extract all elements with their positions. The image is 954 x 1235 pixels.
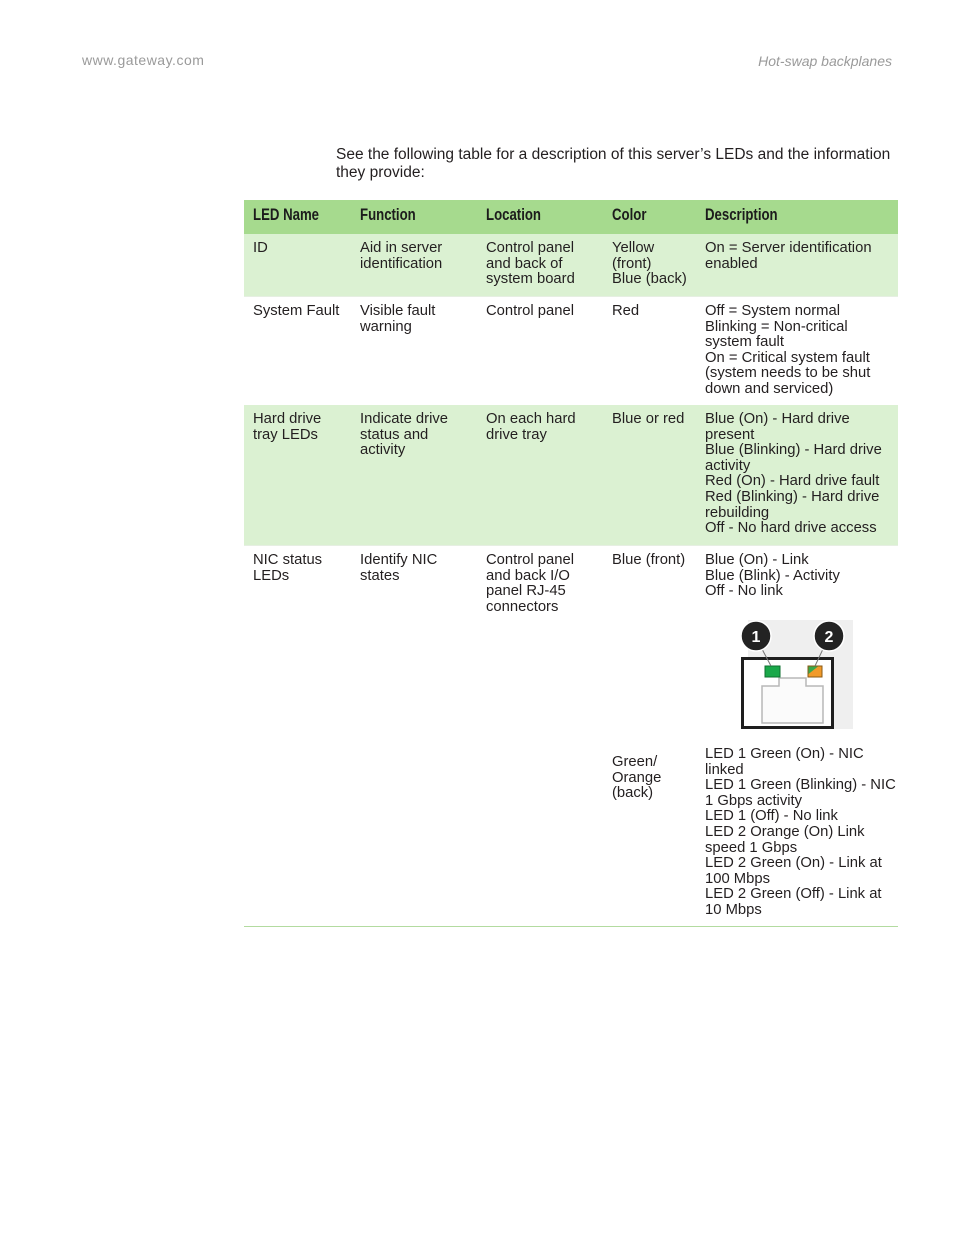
cell-location: Control panel and back I/O panel RJ-45 connectors	[486, 552, 575, 615]
cell-function: Indicate drive status and activity	[360, 411, 449, 459]
running-header-section-title: Hot-swap backplanes	[758, 53, 892, 69]
cell-color: Red	[612, 303, 640, 319]
table-row-system-fault	[244, 297, 898, 405]
cell-description: Blue (On) - Hard drive present Blue (Blinking) - Hard drive activity Red (On) - Hard drive fault Red (Blinking) - Hard drive rebuilding Off - No hard drive access	[705, 411, 882, 537]
cell-function: Visible fault warning	[360, 303, 436, 335]
column-header-color: Color	[612, 206, 647, 224]
table-row-nic-status-leds	[244, 546, 898, 927]
callout-2-label: 2	[824, 629, 834, 646]
nic-port-diagram	[738, 617, 856, 731]
table-header-row	[244, 200, 898, 234]
cell-led-name: Hard drive tray LEDs	[253, 411, 322, 443]
cell-description-back: LED 1 Green (On) - NIC linked LED 1 Green (Blinking) - NIC 1 Gbps activity LED 1 (Off) - No link LED 2 Orange (On) Link speed 1 Gbps LED 2 Green (On) - Link at 100 Mbps LED 2 Green (Off) - Link at 10 Mbps	[705, 746, 896, 918]
cell-color: Yellow (front) Blue (back)	[612, 240, 687, 288]
callout-1-label: 1	[751, 629, 761, 646]
cell-function: Identify NIC states	[360, 552, 438, 584]
table-row-hard-drive-tray-leds	[244, 405, 898, 546]
cell-description: Blue (On) - Link Blue (Blink) - Activity Off - No link	[705, 552, 840, 600]
cell-led-name: System Fault	[253, 303, 340, 319]
led-table	[244, 200, 898, 927]
led-1-indicator	[765, 666, 780, 677]
cell-location: Control panel	[486, 303, 575, 319]
cell-color: Blue (front)	[612, 552, 686, 568]
cell-location: Control panel and back of system board	[486, 240, 575, 288]
cell-color-back: Green/ Orange (back)	[612, 754, 662, 802]
cell-color: Blue or red	[612, 411, 685, 427]
cell-led-name: ID	[253, 240, 268, 256]
running-header-website: www.gateway.com	[82, 52, 205, 68]
column-header-location: Location	[486, 206, 541, 224]
cell-function: Aid in server identification	[360, 240, 443, 272]
cell-description: On = Server identification enabled	[705, 240, 872, 272]
table-row-id	[244, 234, 898, 297]
column-header-led-name: LED Name	[253, 206, 320, 224]
column-header-function: Function	[360, 206, 416, 224]
cell-location: On each hard drive tray	[486, 411, 576, 443]
cell-description: Off = System normal Blinking = Non-critical system fault On = Critical system fault (system needs to be shut down and serviced)	[705, 303, 871, 397]
intro-paragraph: See the following table for a description of this server’s LEDs and the information they provide:	[336, 146, 891, 181]
column-header-description: Description	[705, 206, 778, 224]
cell-led-name: NIC status LEDs	[253, 552, 323, 584]
